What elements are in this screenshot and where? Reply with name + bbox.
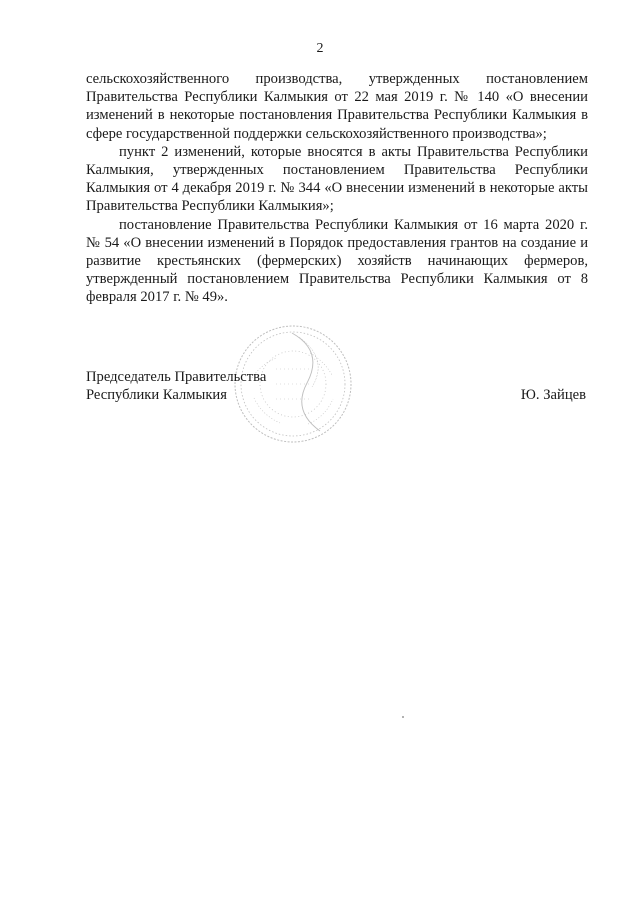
paragraph-amendments-140: сельскохозяйственного производства, утвержденных постановлением Правительства Республики Калмыкия от 22 мая 2019 г. № 140 «О внесении изменений в некоторые постановления Правительства Республики Калмыкия в сфере государственной поддержки сельскохозяйственного производства»;	[86, 71, 588, 142]
scan-speck	[402, 716, 404, 718]
document-body	[86, 70, 588, 307]
paragraph-amendments-344: пункт 2 изменений, которые вносятся в акты Правительства Республики Калмыкия, утвержденных постановлением Правительства Республики Калмыкия от 4 декабря 2019 г. № 344 «О внесении изменений в некоторые акты Правительства Республики Калмыкия»;	[86, 143, 588, 215]
signatory-position-line-2: Республики Калмыкия	[86, 387, 227, 404]
paragraph-amendments-54: постановление Правительства Республики Калмыкия от 16 марта 2020 г. № 54 «О внесении изменений в Порядок предоставления грантов на создание и развитие крестьянских (фермерских) хозяйств начинающих фермеров, утвержденный постановлением Правительства Республики Калмыкия от 8 февраля 2017 г. № 49».	[86, 216, 588, 306]
signature-block	[86, 368, 588, 404]
signatory-name: Ю. Зайцев	[520, 387, 586, 403]
signatory-position-line-1: Председатель Правительства	[86, 369, 267, 385]
page-number: 2	[316, 41, 324, 56]
